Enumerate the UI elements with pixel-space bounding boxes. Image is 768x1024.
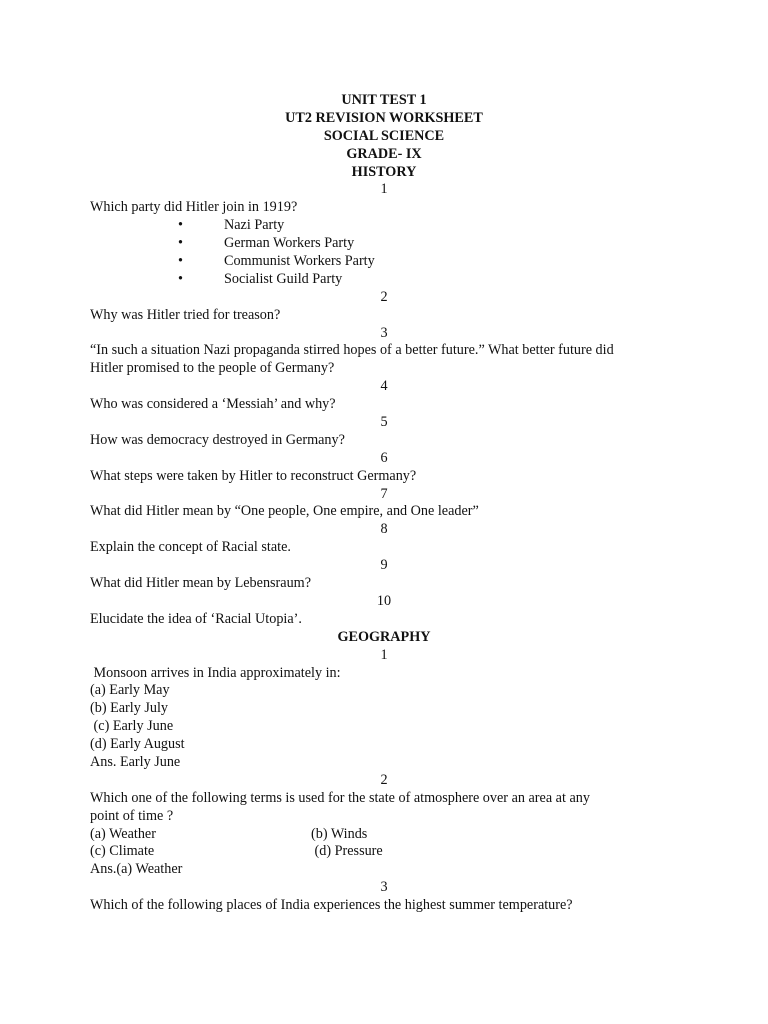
history-q6-text: What steps were taken by Hitler to reconstruct Germany? — [90, 467, 417, 484]
history-q9-number: 9 — [380, 557, 388, 574]
history-q8-text: Explain the concept of Racial state. — [90, 539, 291, 556]
geography-q2-option-d: (d) Pressure — [311, 843, 383, 860]
history-q4-text: Who was considered a ‘Messiah’ and why? — [90, 396, 336, 413]
history-q3-number: 3 — [380, 324, 388, 341]
geography-q1-option-c: (c) Early June — [90, 718, 174, 735]
history-q4-number: 4 — [380, 378, 388, 395]
option-label: Nazi Party — [224, 217, 285, 234]
option-label: German Workers Party — [224, 235, 355, 252]
geography-q2-options-row-2 — [0, 843, 768, 861]
geography-q2-option-c: (c) Climate — [90, 843, 155, 860]
geography-q2-answer: Ans.(a) Weather — [90, 861, 183, 878]
history-q7-number: 7 — [380, 485, 388, 502]
bullet-icon: • — [178, 235, 183, 252]
history-q5-text: How was democracy destroyed in Germany? — [90, 431, 345, 448]
history-q10-text: Elucidate the idea of ‘Racial Utopia’. — [90, 610, 302, 627]
history-q1-option-3 — [0, 253, 768, 271]
option-label: Socialist Guild Party — [224, 270, 343, 287]
history-q3-text-line2: Hitler promised to the people of Germany? — [90, 360, 335, 377]
history-q10-number: 10 — [376, 592, 392, 609]
header-unit-test: UNIT TEST 1 — [341, 92, 427, 108]
geography-q1-option-a: (a) Early May — [90, 682, 170, 699]
geography-q2-option-a: (a) Weather — [90, 825, 156, 842]
geography-q2-option-b: (b) Winds — [311, 825, 368, 842]
bullet-icon: • — [178, 270, 183, 287]
geography-q2-options-row-1 — [0, 826, 768, 844]
geography-q1-number: 1 — [380, 646, 388, 663]
history-q2-text: Why was Hitler tried for treason? — [90, 306, 281, 323]
geography-q3-number: 3 — [380, 879, 388, 896]
history-q3-text-line1: “In such a situation Nazi propaganda stirred hopes of a better future.” What better future did — [90, 342, 614, 359]
history-q1-option-2 — [0, 235, 768, 253]
history-q1-text: Which party did Hitler join in 1919? — [90, 199, 298, 216]
geography-q1-option-b: (b) Early July — [90, 700, 169, 717]
section-geography-heading: GEOGRAPHY — [337, 628, 431, 645]
history-q1-number: 1 — [380, 181, 388, 198]
history-q5-number: 5 — [380, 414, 388, 431]
geography-q1-option-d: (d) Early August — [90, 736, 185, 753]
history-q8-number: 8 — [380, 521, 388, 538]
worksheet-page — [0, 92, 768, 915]
geography-q2-text-line2: point of time ? — [90, 807, 174, 824]
geography-q1-text: Monsoon arrives in India approximately in: — [90, 664, 341, 681]
geography-q1-answer: Ans. Early June — [90, 753, 181, 770]
bullet-icon: • — [178, 253, 183, 270]
geography-q3-text: Which of the following places of India experiences the highest summer temperature? — [90, 897, 573, 914]
geography-q2-number: 2 — [380, 771, 388, 788]
history-q1-option-1 — [0, 217, 768, 235]
geography-q2-text-line1: Which one of the following terms is used for the state of atmosphere over an area at any — [90, 789, 590, 806]
history-q9-text: What did Hitler mean by Lebensraum? — [90, 575, 312, 592]
history-q7-text: What did Hitler mean by “One people, One empire, and One leader” — [90, 503, 479, 520]
history-q6-number: 6 — [380, 449, 388, 466]
header-subject: SOCIAL SCIENCE — [323, 127, 445, 144]
header-worksheet-title: UT2 REVISION WORKSHEET — [285, 109, 483, 126]
section-history-heading: HISTORY — [351, 163, 417, 180]
header-grade: GRADE- IX — [346, 145, 422, 162]
bullet-icon: • — [178, 217, 183, 234]
history-q1-option-4 — [0, 271, 768, 289]
history-q2-number: 2 — [380, 288, 388, 305]
option-label: Communist Workers Party — [224, 253, 375, 270]
